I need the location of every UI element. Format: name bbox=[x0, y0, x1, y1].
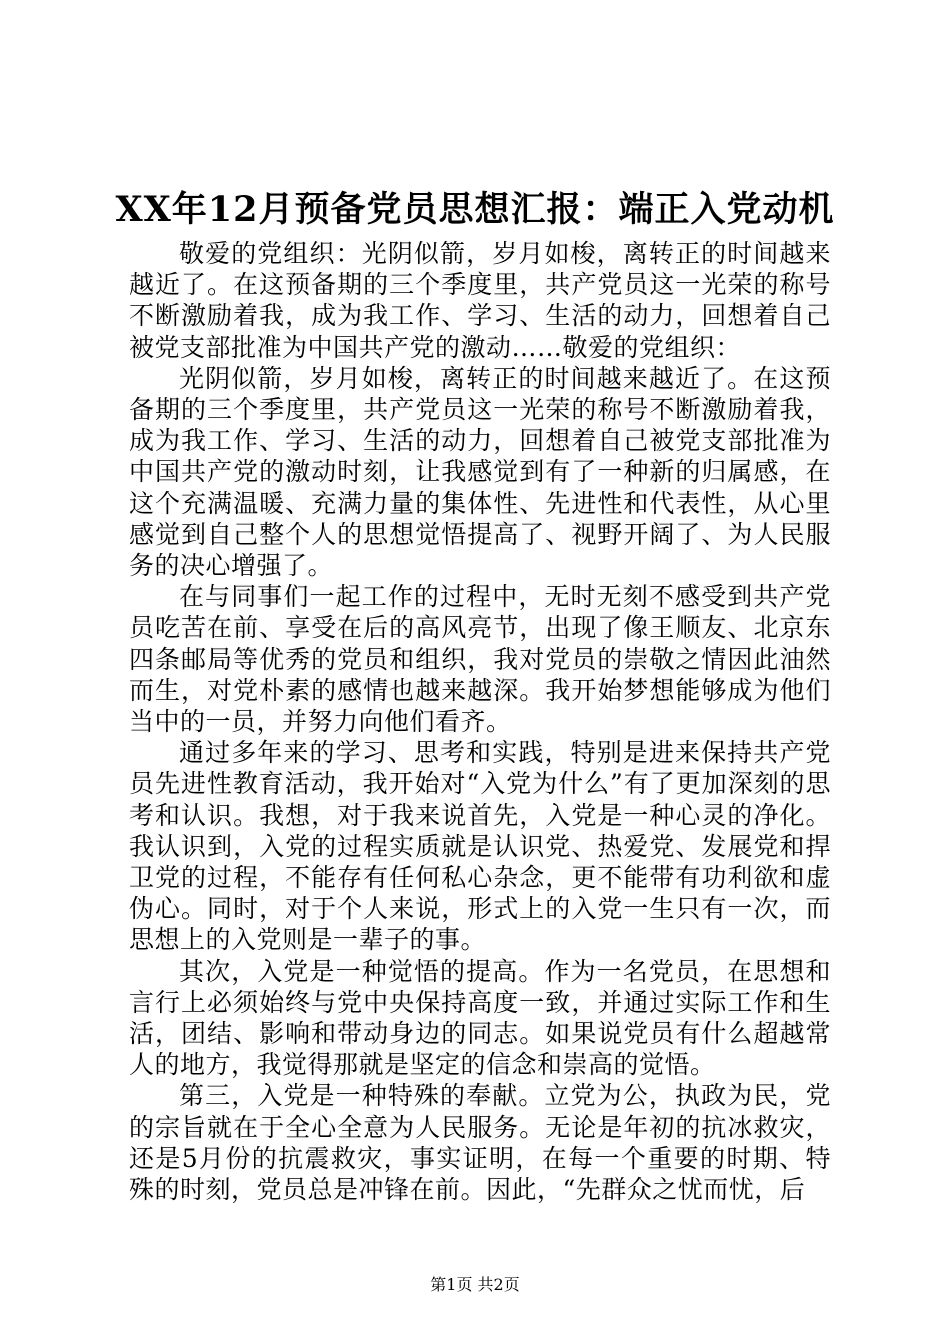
page-footer: 第1页 共2页 bbox=[430, 1275, 520, 1294]
paragraph-2: 光阴似箭，岁月如梭，离转正的时间越来越近了。在这预备期的三个季度里，共产党员这一光荣的称号不断激励着我，成为我工作、学习、生活的动力，回想着自己被党支部批准为中国共产党的激动时刻，让我感觉到有了一种新的归属感，在这个充满温暖、充满力量的集体性、先进性和代表性，从心里感觉到自己整个人的思想觉悟提高了、视野开阔了、为人民服务的决心增强了。 bbox=[129, 363, 831, 581]
paragraph-6: 第三，入党是一种特殊的奉献。立党为公，执政为民，党的宗旨就在于全心全意为人民服务。无论是年初的抗冰救灾，还是5月份的抗震救灾，事实证明，在每一个重要的时期、特殊的时刻，党员总是冲锋在前。因此，“先群众之忧而忧，后 bbox=[129, 1081, 831, 1205]
document-title: XX年12月预备党员思想汇报：端正入党动机 bbox=[115, 189, 835, 230]
document-body bbox=[129, 238, 831, 1205]
paragraph-4: 通过多年来的学习、思考和实践，特别是进来保持共产党员先进性教育活动，我开始对“入党为什么”有了更加深刻的思考和认识。我想，对于我来说首先，入党是一种心灵的净化。我认识到，入党的过程实质就是认识党、热爱党、发展党和捍卫党的过程，不能存有任何私心杂念，更不能带有功利欲和虚伪心。同时，对于个人来说，形式上的入党一生只有一次，而思想上的入党则是一辈子的事。 bbox=[129, 738, 831, 955]
paragraph-5: 其次，入党是一种觉悟的提高。作为一名党员，在思想和言行上必须始终与党中央保持高度一致，并通过实际工作和生活，团结、影响和带动身边的同志。如果说党员有什么超越常人的地方，我觉得那就是坚定的信念和崇高的觉悟。 bbox=[129, 956, 831, 1080]
paragraph-1: 敬爱的党组织：光阴似箭，岁月如梭，离转正的时间越来越近了。在这预备期的三个季度里，共产党员这一光荣的称号不断激励着我，成为我工作、学习、生活的动力，回想着自己被党支部批准为中国共产党的激动……敬爱的党组织： bbox=[129, 239, 831, 362]
paragraph-3: 在与同事们一起工作的过程中，无时无刻不感受到共产党员吃苦在前、享受在后的高风亮节，出现了像王顺友、北京东四条邮局等优秀的党员和组织，我对党员的崇敬之情因此油然而生，对党朴素的感情也越来越深。我开始梦想能够成为他们当中的一员，并努力向他们看齐。 bbox=[129, 582, 831, 737]
